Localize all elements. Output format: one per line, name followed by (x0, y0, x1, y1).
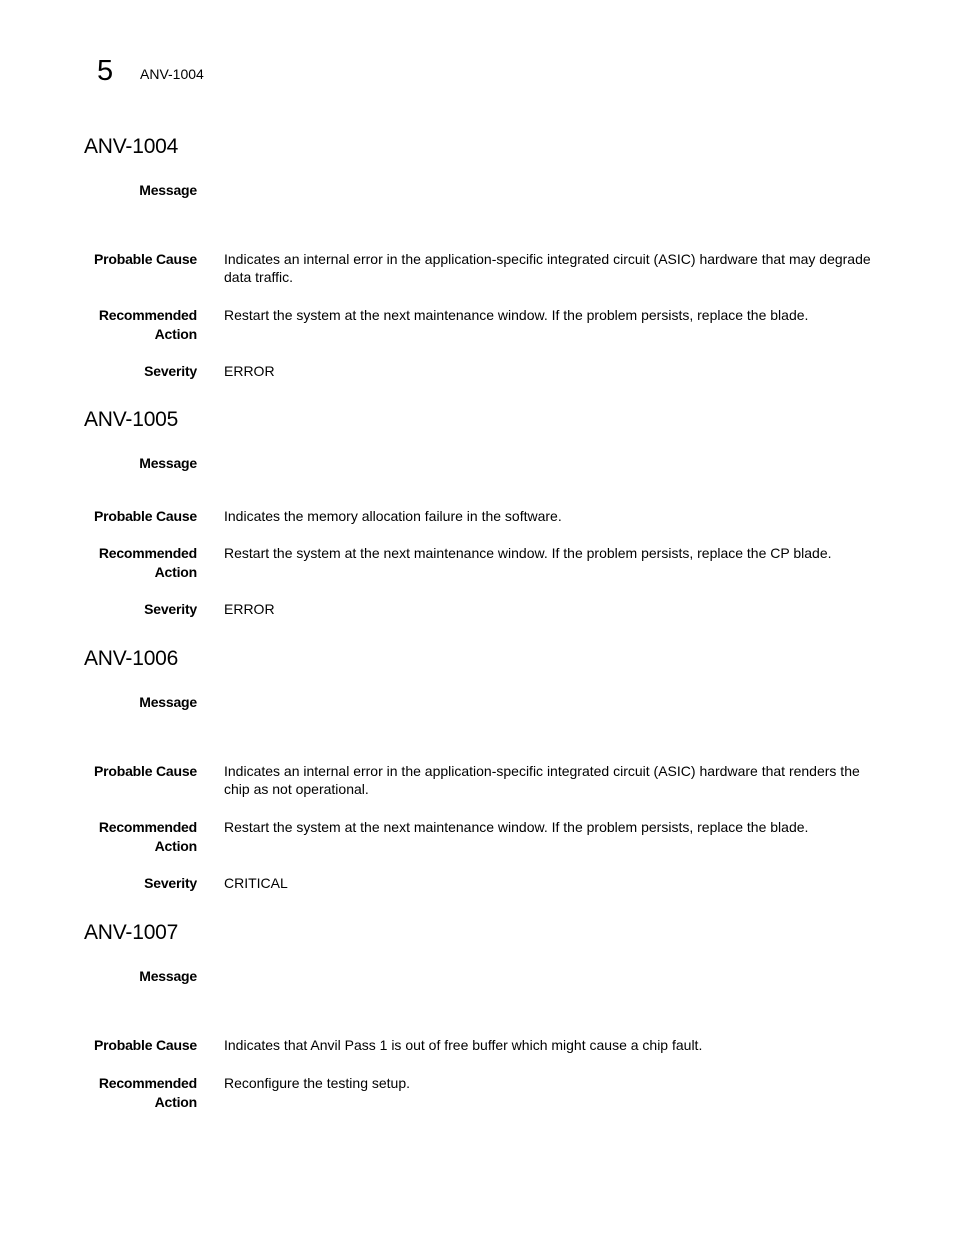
entry-title: ANV-1004 (84, 135, 179, 158)
recommended-action-label: Recommended Action (98, 307, 197, 342)
probable-cause-label: Probable Cause (93, 763, 197, 779)
entry-title: ANV-1007 (84, 921, 179, 944)
probable-cause-label: Probable Cause (93, 1037, 197, 1053)
running-title: ANV-1004 (140, 66, 204, 82)
message-label: Message (139, 182, 197, 198)
recommended-action-text: Restart the system at the next maintenance window. If the problem persists, replace the blade. (224, 819, 809, 835)
recommended-action-label: Recommended Action (98, 819, 197, 854)
severity-label: Severity (144, 363, 197, 379)
recommended-action-label: Recommended Action (98, 1075, 197, 1110)
probable-cause-label: Probable Cause (93, 251, 197, 267)
recommended-action-text: Restart the system at the next maintenance window. If the problem persists, replace the CP blade. (224, 545, 832, 561)
entry-title: ANV-1005 (84, 408, 179, 431)
message-label: Message (139, 968, 197, 984)
severity-value: ERROR (224, 601, 275, 617)
severity-value: CRITICAL (224, 875, 288, 891)
entry-anv-1005 (84, 408, 884, 623)
severity-label: Severity (144, 875, 197, 891)
entry-anv-1007 (84, 921, 884, 1121)
recommended-action-label: Recommended Action (98, 545, 197, 580)
severity-value: ERROR (224, 363, 275, 379)
severity-label: Severity (144, 601, 197, 617)
recommended-action-text: Restart the system at the next maintenance window. If the problem persists, replace the blade. (224, 307, 809, 323)
probable-cause-text: Indicates that Anvil Pass 1 is out of free buffer which might cause a chip fault. (224, 1037, 703, 1053)
message-label: Message (139, 455, 197, 471)
entry-title: ANV-1006 (84, 647, 179, 670)
probable-cause-label: Probable Cause (93, 508, 197, 524)
message-label: Message (139, 694, 197, 710)
chapter-number: 5 (97, 55, 114, 87)
probable-cause-text: Indicates an internal error in the application-specific integrated circuit (ASIC) hardware that renders the chip as not operational. (224, 763, 860, 797)
probable-cause-text: Indicates the memory allocation failure in the software. (224, 508, 562, 524)
entry-anv-1006 (84, 647, 884, 897)
recommended-action-text: Reconfigure the testing setup. (224, 1075, 411, 1091)
probable-cause-text: Indicates an internal error in the application-specific integrated circuit (ASIC) hardware that may degrade data traffic. (224, 251, 871, 285)
entry-anv-1004 (84, 135, 884, 385)
